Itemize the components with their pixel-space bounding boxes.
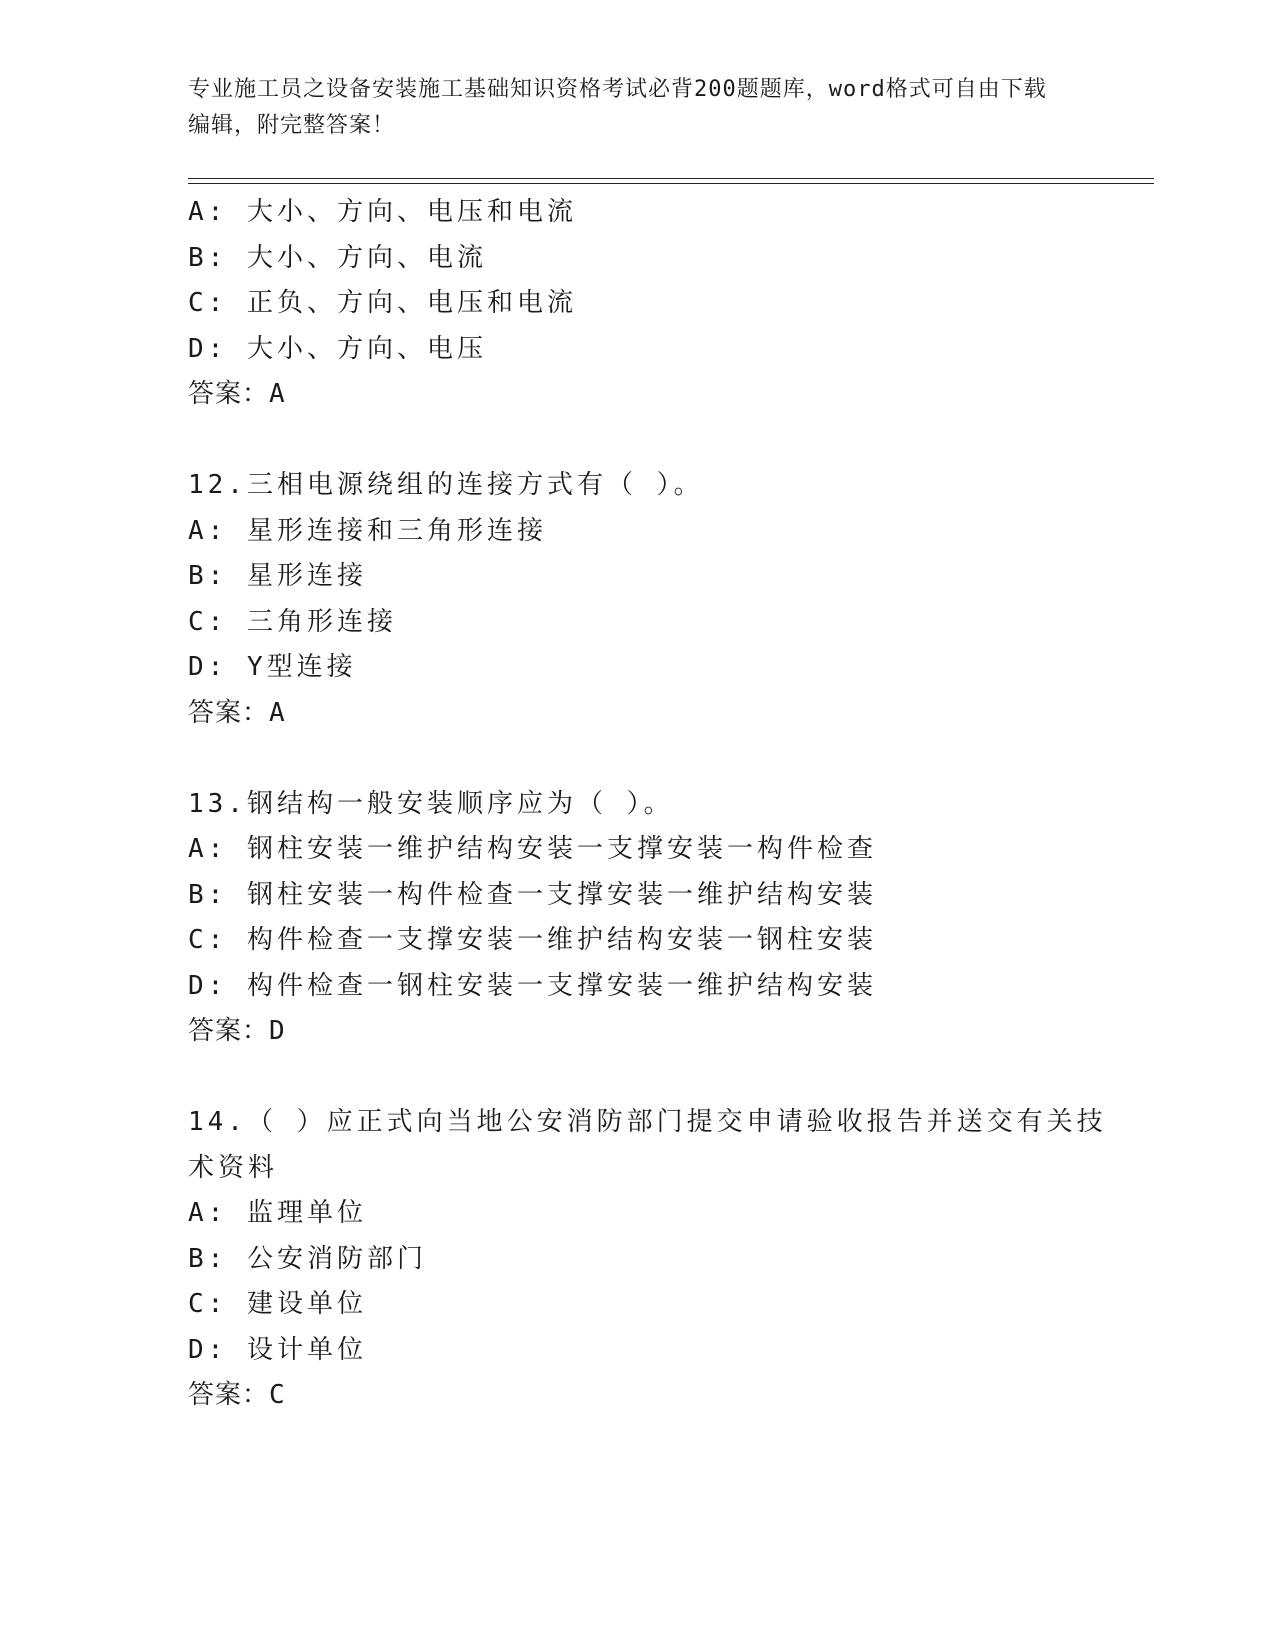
spacer [188, 418, 1088, 464]
option-a: A: 钢柱安装一维护结构安装一支撑安装一构件检查 [188, 834, 877, 864]
option-a: A: 监理单位 [188, 1198, 367, 1228]
answer: 答案：D [188, 1016, 286, 1046]
option-d: D: 大小、方向、电压 [188, 333, 487, 364]
header-divider-bottom [188, 183, 1154, 184]
document-header [188, 72, 1068, 144]
option-b: B: 大小、方向、电流 [188, 242, 487, 273]
question-stem: 13.钢结构一般安装顺序应为（ ）。 [188, 788, 674, 819]
option-c: C: 三角形连接 [188, 606, 397, 637]
option-d: D: 构件检查一钢柱安装一支撑安装一维护结构安装 [188, 970, 877, 1001]
option-b: B: 公安消防部门 [188, 1243, 427, 1274]
question-12 [188, 463, 1088, 736]
spacer [188, 1055, 1088, 1101]
answer: 答案：A [188, 379, 286, 409]
option-a: A: 星形连接和三角形连接 [188, 515, 547, 546]
option-d: D: 设计单位 [188, 1334, 367, 1365]
option-b: B: 星形连接 [188, 561, 367, 591]
question-stem: 14.（ ）应正式向当地公安消防部门提交申请验收报告并送交有关技 [188, 1107, 1107, 1137]
question-13 [188, 782, 1088, 1055]
option-a: A: 大小、方向、电压和电流 [188, 197, 577, 227]
answer: 答案：C [188, 1380, 286, 1410]
option-b: B: 钢柱安装一构件检查一支撑安装一维护结构安装 [188, 879, 877, 910]
question-list [188, 190, 1107, 1419]
question-stem-continued: 术资料 [188, 1152, 279, 1183]
spacer [188, 736, 1088, 782]
question-14 [188, 1100, 1107, 1419]
option-c: C: 构件检查一支撑安装一维护结构安装一钢柱安装 [188, 925, 877, 955]
option-d: D: Y型连接 [188, 652, 357, 682]
answer: 答案：A [188, 697, 286, 728]
option-c: C: 正负、方向、电压和电流 [188, 288, 577, 318]
header-title: 专业施工员之设备安装施工基础知识资格考试必背200题题库，word格式可自由下载编辑，附完整答案！ [188, 77, 1047, 138]
option-c: C: 建设单位 [188, 1289, 367, 1319]
header-divider-top [188, 178, 1154, 179]
question-11 [188, 190, 1088, 418]
question-stem: 12.三相电源绕组的连接方式有（ ）。 [188, 470, 704, 500]
